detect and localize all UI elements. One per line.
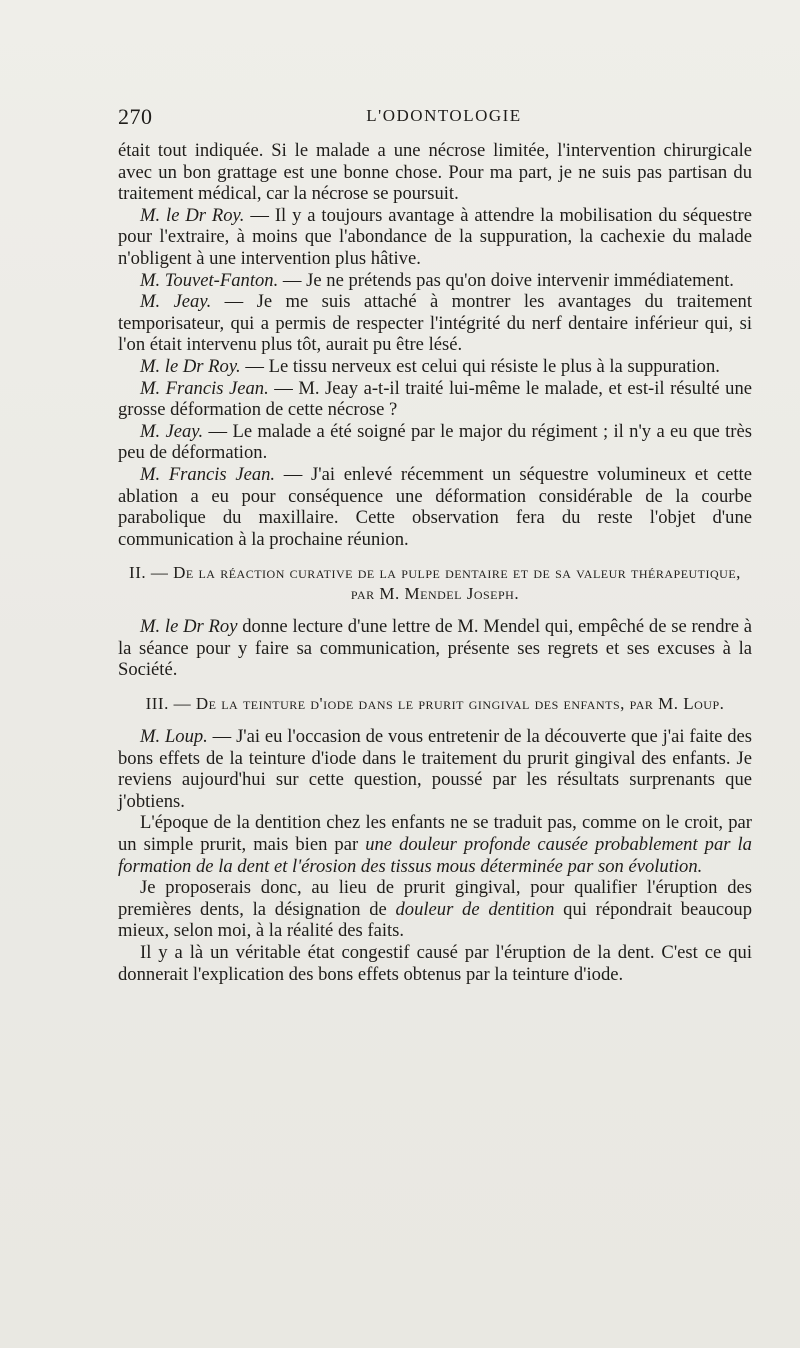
paragraph-text: — Le tissu nerveux est celui qui résiste le plus à la suppuration. — [240, 355, 720, 377]
paragraph — [118, 877, 752, 942]
speaker: M. Francis Jean. — [140, 463, 276, 485]
section-heading: II. — De la réaction curative de la pulpe dentaire et de sa valeur thérapeutique, par M. Mendel Joseph. — [129, 563, 741, 604]
speaker: M. le Dr Roy — [140, 616, 238, 638]
running-title: L'ODONTOLOGIE — [366, 106, 522, 125]
paragraph — [118, 378, 752, 421]
body-text — [118, 140, 752, 985]
page-number: 270 — [118, 104, 153, 129]
emphasis-text: une douleur profonde causée probablement par la formation de la dent et l'érosion des tissus mous déterminée par son évolution. — [118, 834, 752, 877]
speaker: M. Touvet-Fanton. — [140, 269, 279, 291]
paragraph — [118, 464, 752, 550]
paragraph — [118, 356, 752, 378]
paragraph-text: — Je me suis attaché à montrer les avantages du traitement temporisateur, qui a permis de respecter l'intégrité du nerf dentaire inférieur qui, si l'on était intervenu plus tôt, aurait pu être lésé. — [118, 291, 752, 356]
paragraph-text: — Je ne prétends pas qu'on doive intervenir immédiatement. — [278, 269, 734, 291]
paragraph — [118, 942, 752, 985]
speaker: M. le Dr Roy. — [140, 355, 241, 377]
speaker: M. le Dr Roy. — [140, 204, 245, 226]
paragraph-text: — Le malade a été soigné par le major du régiment ; il n'y a eu que très peu de déformation. — [118, 420, 752, 464]
paragraph-text: était tout indiquée. Si le malade a une nécrose limitée, l'intervention chirurgicale avec un bon grattage est une bonne chose. Pour ma part, je ne suis pas partisan du traitement médical, car la nécrose se poursuit. — [118, 140, 752, 205]
paragraph — [118, 726, 752, 812]
emphasis-text: douleur de dentition — [395, 898, 555, 920]
paragraph-text: Je proposerais donc, au lieu de prurit gingival, pour qualifier l'éruption des premières dents, la désignation de — [118, 877, 752, 920]
paragraph — [118, 812, 752, 877]
paragraph-text: — J'ai eu l'occasion de vous entretenir de la découverte que j'ai faite des bons effets de la teinture d'iode dans le traitement du prurit gingival des enfants. Je reviens aujourd'hui sur cette question, poussé par les résultats surprenants que j'obtiens. — [118, 726, 753, 812]
paragraph-text: Il y a là un véritable état congestif causé par l'éruption de la dent. C'est ce qui donnerait l'explication des bons effets obtenus par la teinture d'iode. — [118, 942, 752, 985]
speaker: M. Jeay. — [140, 291, 212, 313]
paragraph — [118, 205, 752, 270]
paragraph-text: — M. Jeay a-t-il traité lui-même le malade, et est-il résulté une grosse déformation de cette nécrose ? — [118, 377, 752, 421]
paragraph — [118, 421, 752, 464]
paragraph — [118, 140, 752, 205]
paragraph-text: qui répondrait beaucoup mieux, selon moi, à la réalité des faits. — [118, 898, 753, 942]
speaker: M. Jeay. — [140, 420, 204, 442]
paragraph-text: — Il y a toujours avantage à attendre la mobilisation du séquestre pour l'extraire, à moins que l'abondance de la suppuration, la cachexie du malade n'obligent à une intervention plus hâtive. — [118, 204, 752, 269]
paragraph — [118, 616, 752, 681]
paragraph — [118, 291, 752, 356]
paragraph — [118, 270, 752, 292]
paragraph-text: donne lecture d'une lettre de M. Mendel qui, empêché de se rendre à la séance pour y faire sa communication, présente ses regrets et ses excuses à la Société. — [118, 616, 752, 681]
paragraph-text: — J'ai enlevé récemment un séquestre volumineux et cette ablation a eu pour conséquence une déformation considérable de la courbe parabolique du maxillaire. Cette observation fera du reste l'objet d'une communication à la prochaine réunion. — [118, 463, 752, 550]
page-header — [118, 104, 750, 134]
section-heading: III. — De la teinture d'iode dans le prurit gingival des enfants, par M. Loup. — [145, 694, 725, 714]
speaker: M. Francis Jean. — [140, 377, 269, 399]
paragraph-text: L'époque de la dentition chez les enfants ne se traduit pas, comme on le croit, par un simple prurit, mais bien par — [118, 812, 752, 856]
speaker: M. Loup. — [140, 726, 208, 748]
